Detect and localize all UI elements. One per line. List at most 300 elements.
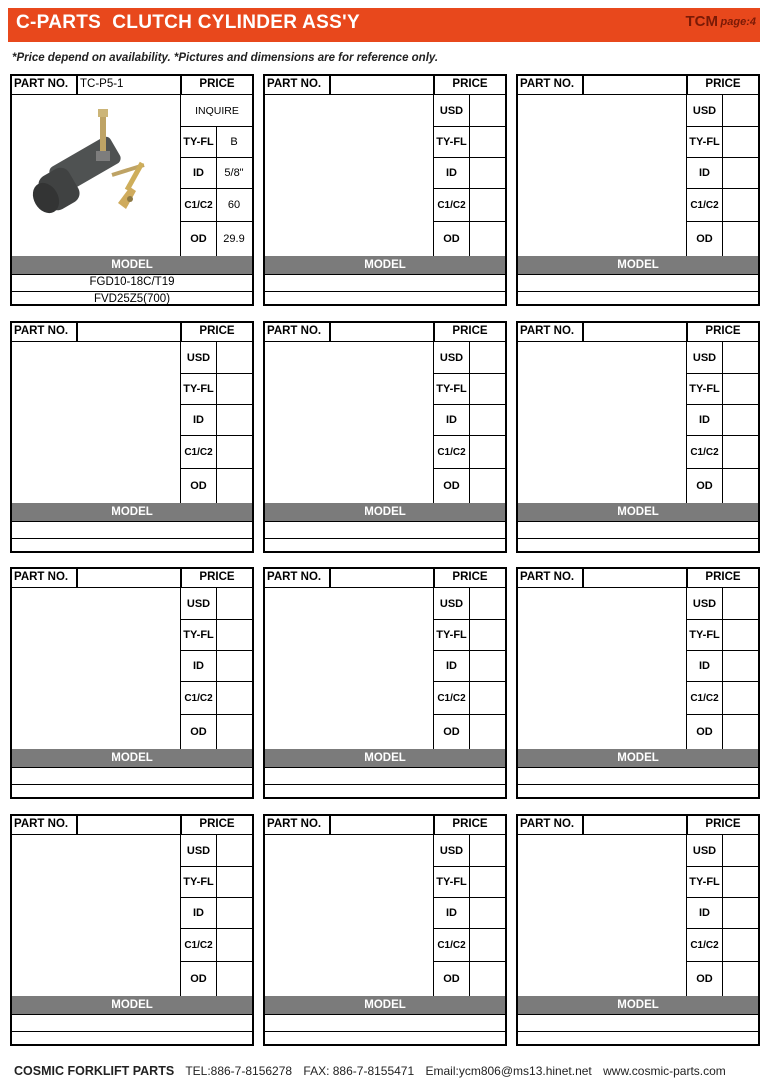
part-card [10,74,254,306]
spec-row-id [181,898,253,929]
part-image-area [518,835,686,996]
spec-key-usd: USD [434,95,470,126]
spec-key-id: ID [181,405,217,435]
spec-key-c1c2: C1/C2 [434,682,470,714]
spec-key-id: ID [687,158,723,188]
spec-row-c1c2 [687,436,759,469]
spec-row-usd [434,588,506,620]
spec-value-tyfl [723,127,757,157]
model-line [518,767,758,784]
spec-column [433,835,505,996]
spec-row-id [434,651,506,682]
model-line [518,291,758,308]
spec-row-id [687,651,759,682]
spec-value-id: 5/8" [224,167,244,179]
clutch-cylinder-image [12,95,180,256]
spec-column [433,95,505,256]
spec-key-usd: USD [434,835,470,866]
price-label: PRICE [452,818,488,830]
spec-key-c1c2: C1/C2 [181,682,217,714]
card-header-row [12,816,252,835]
spec-key-c1c2: C1/C2 [181,189,217,221]
card-header-row [12,76,252,95]
model-line [518,521,758,538]
spec-key-od: OD [687,962,723,996]
spec-value-id [723,898,757,928]
spec-key-tyfl: TY-FL [434,867,470,897]
part-image-area [518,588,686,749]
spec-key-c1c2: C1/C2 [181,929,217,961]
card-header-row [518,323,758,342]
spec-column [686,342,758,503]
card-header-row [265,816,505,835]
spec-value-id [723,405,757,435]
part-card [263,321,507,553]
spec-key-c1c2: C1/C2 [434,436,470,468]
spec-value-usd [470,835,504,866]
card-header-row [12,323,252,342]
spec-key-tyfl: TY-FL [434,374,470,404]
spec-key-tyfl: TY-FL [687,374,723,404]
spec-value-usd [217,588,251,619]
spec-column [180,835,252,996]
spec-value-usd [217,342,251,373]
price-label: PRICE [199,571,235,583]
spec-value-tyfl [470,127,504,157]
phone-number: TEL:886-7-8156278 [185,1064,293,1078]
card-header-row [518,76,758,95]
spec-value-id [217,898,251,928]
model-header: MODEL [265,996,505,1014]
model-line [12,538,252,555]
website-link[interactable]: www.cosmic-parts.com [603,1064,726,1078]
spec-row-tyfl [434,867,506,898]
model-header: MODEL [12,256,252,274]
spec-value-id [723,158,757,188]
spec-row-tyfl [687,374,759,405]
spec-key-usd: USD [687,588,723,619]
spec-key-id: ID [687,405,723,435]
model-line [12,1014,252,1031]
part-no-label: PART NO. [267,78,322,90]
spec-value-usd [470,342,504,373]
spec-value-usd [723,588,757,619]
spec-row-id [434,158,506,189]
spec-value-c1c2 [723,189,757,221]
spec-row-od [434,222,506,256]
spec-value-id [217,651,251,681]
spec-key-id: ID [687,898,723,928]
spec-row-id [434,405,506,436]
spec-row-tyfl [434,620,506,651]
spec-key-id: ID [181,898,217,928]
part-image-area [518,95,686,256]
spec-key-od: OD [181,962,217,996]
spec-key-od: OD [181,222,217,256]
spec-value-c1c2 [723,929,757,961]
company-name: COSMIC FORKLIFT PARTS [14,1064,175,1078]
model-header: MODEL [12,749,252,767]
spec-row-c1c2 [181,682,253,715]
spec-row-c1c2 [434,682,506,715]
spec-value-tyfl [723,374,757,404]
spec-row-od [434,469,506,503]
part-image-area [265,342,433,503]
spec-row-tyfl [687,620,759,651]
spec-key-od: OD [687,222,723,256]
spec-value-od [470,715,504,749]
spec-value-tyfl: B [230,136,238,148]
part-card [263,814,507,1046]
part-no-label: PART NO. [267,571,322,583]
spec-row-id [181,405,253,436]
spec-row-tyfl [687,867,759,898]
spec-value-od [217,715,251,749]
part-no-label: PART NO. [520,325,575,337]
model-line [12,784,252,801]
price-label: PRICE [705,325,741,337]
spec-value-id [470,158,504,188]
spec-key-tyfl: TY-FL [687,127,723,157]
spec-row-usd [181,588,253,620]
part-no-label: PART NO. [14,78,69,90]
spec-key-od: OD [434,222,470,256]
spec-value-od [217,962,251,996]
spec-key-id: ID [434,158,470,188]
price-label: PRICE [199,325,235,337]
spec-value-tyfl [470,374,504,404]
part-card [516,74,760,306]
model-header: MODEL [518,503,758,521]
spec-key-usd: USD [181,342,217,373]
spec-value-od: 29.9 [223,233,245,245]
model-line [518,784,758,801]
spec-value-tyfl [217,620,251,650]
spec-value-id [217,405,251,435]
spec-key-c1c2: C1/C2 [434,189,470,221]
model-line [265,1031,505,1048]
spec-row-tyfl [181,620,253,651]
spec-value-usd [723,95,757,126]
fax-number: FAX: 886-7-8155471 [303,1064,415,1078]
spec-row-od [687,469,759,503]
spec-key-od: OD [434,469,470,503]
spec-row-c1c2 [687,189,759,222]
spec-value-tyfl [217,374,251,404]
spec-key-tyfl: TY-FL [687,867,723,897]
spec-value-c1c2 [723,436,757,468]
spec-key-id: ID [434,405,470,435]
part-card [10,321,254,553]
spec-value-od [723,222,757,256]
spec-value-tyfl [470,620,504,650]
spec-row-c1c2 [434,189,506,222]
spec-key-id: ID [687,651,723,681]
spec-value-od [470,962,504,996]
part-no-label: PART NO. [14,325,69,337]
spec-key-id: ID [181,651,217,681]
spec-key-tyfl: TY-FL [181,867,217,897]
spec-value-c1c2 [723,682,757,714]
spec-key-tyfl: TY-FL [181,374,217,404]
spec-key-usd: USD [181,835,217,866]
part-image-area [265,95,433,256]
spec-value-id [723,651,757,681]
part-image-area [12,835,180,996]
price-label: PRICE [705,78,741,90]
email-address[interactable]: Email:ycm806@ms13.hinet.net [425,1064,592,1078]
model-line [265,291,505,308]
spec-row-od [181,222,253,256]
model-line [518,1031,758,1048]
spec-row-id [687,898,759,929]
spec-row-usd [434,342,506,374]
part-card [516,567,760,799]
model-header: MODEL [265,749,505,767]
model-header: MODEL [518,749,758,767]
spec-key-od: OD [687,469,723,503]
spec-row-usd [687,835,759,867]
page-title: C-PARTS CLUTCH CYLINDER ASS'Y [16,12,360,33]
card-header-row [265,76,505,95]
spec-key-usd: USD [434,588,470,619]
spec-value-id [470,898,504,928]
page-number: page:4 [720,16,756,28]
spec-key-usd: USD [434,342,470,373]
part-image-area [12,95,180,256]
price-note: INQUIRE [195,104,239,117]
spec-column [180,342,252,503]
disclaimer-notice: *Price depend on availability. *Pictures and dimensions are for reference only. [12,52,439,64]
model-header: MODEL [518,996,758,1014]
model-line [265,274,505,291]
price-label: PRICE [705,818,741,830]
spec-value-usd [470,95,504,126]
spec-row-tyfl [181,867,253,898]
part-card [263,74,507,306]
spec-key-usd: USD [687,342,723,373]
spec-column [180,95,252,256]
part-no-label: PART NO. [14,571,69,583]
spec-key-c1c2: C1/C2 [687,436,723,468]
part-image-area [518,342,686,503]
spec-key-od: OD [434,715,470,749]
spec-value-c1c2 [470,929,504,961]
spec-value-od [723,469,757,503]
model-header: MODEL [518,256,758,274]
spec-column [686,835,758,996]
model-line [12,521,252,538]
price-label: PRICE [199,78,235,90]
model-header: MODEL [265,256,505,274]
spec-row-usd [181,835,253,867]
spec-key-od: OD [181,715,217,749]
price-label: PRICE [452,325,488,337]
part-no-label: PART NO. [267,325,322,337]
model-line [265,784,505,801]
spec-row-od [687,222,759,256]
spec-row-usd [181,342,253,374]
price-label: PRICE [452,78,488,90]
spec-column [686,95,758,256]
card-header-row [265,569,505,588]
card-header-row [12,569,252,588]
spec-column [433,342,505,503]
spec-row-usd [434,835,506,867]
part-no-value: TC-P5-1 [80,78,124,90]
spec-row-od [687,715,759,749]
spec-key-c1c2: C1/C2 [434,929,470,961]
spec-key-usd: USD [687,95,723,126]
part-card [263,567,507,799]
brand-label: TCM [685,13,718,30]
part-image-area [265,835,433,996]
spec-key-od: OD [687,715,723,749]
spec-value-tyfl [470,867,504,897]
page-footer [14,1064,759,1080]
spec-row-c1c2 [687,682,759,715]
model-line: FGD10-18C/T19 [12,274,252,291]
spec-key-tyfl: TY-FL [687,620,723,650]
spec-value-id [470,405,504,435]
spec-value-c1c2 [470,189,504,221]
spec-row-usd [434,95,506,127]
spec-column [433,588,505,749]
spec-key-tyfl: TY-FL [181,127,217,157]
spec-row-usd [687,588,759,620]
part-no-label: PART NO. [520,818,575,830]
spec-value-tyfl [217,867,251,897]
spec-row-usd [687,342,759,374]
model-line [265,1014,505,1031]
spec-row-tyfl [687,127,759,158]
spec-value-c1c2 [470,682,504,714]
spec-value-od [723,962,757,996]
part-card [10,814,254,1046]
price-label: PRICE [452,571,488,583]
spec-key-tyfl: TY-FL [434,127,470,157]
price-label: PRICE [705,571,741,583]
card-header-row [518,816,758,835]
model-line [265,521,505,538]
spec-key-c1c2: C1/C2 [687,189,723,221]
model-line [518,1014,758,1031]
spec-value-c1c2: 60 [227,199,241,211]
spec-row-od [181,962,253,996]
spec-row-c1c2 [687,929,759,962]
spec-value-usd [723,835,757,866]
spec-value-od [470,222,504,256]
spec-row-usd [687,95,759,127]
spec-column [180,588,252,749]
model-line [518,538,758,555]
part-no-label: PART NO. [520,78,575,90]
spec-row-od [181,715,253,749]
part-no-label: PART NO. [14,818,69,830]
spec-key-od: OD [181,469,217,503]
spec-key-id: ID [434,898,470,928]
spec-row-c1c2 [181,436,253,469]
spec-row-c1c2 [181,189,253,222]
spec-key-tyfl: TY-FL [434,620,470,650]
spec-row-od [434,715,506,749]
spec-key-usd: USD [687,835,723,866]
spec-column [686,588,758,749]
part-image-area [12,588,180,749]
model-line [12,767,252,784]
part-image-area [12,342,180,503]
part-card [516,321,760,553]
spec-row-c1c2 [434,436,506,469]
price-label: PRICE [199,818,235,830]
spec-value-od [723,715,757,749]
card-header-row [265,323,505,342]
spec-row-id [687,405,759,436]
spec-row-tyfl [434,127,506,158]
spec-key-id: ID [434,651,470,681]
card-header-row [518,569,758,588]
spec-row-tyfl [181,127,253,158]
spec-row-od [181,469,253,503]
spec-key-c1c2: C1/C2 [687,682,723,714]
spec-value-c1c2 [470,436,504,468]
part-no-label: PART NO. [267,818,322,830]
model-line [265,767,505,784]
model-header: MODEL [265,503,505,521]
spec-key-od: OD [434,962,470,996]
spec-key-tyfl: TY-FL [181,620,217,650]
spec-value-c1c2 [217,929,251,961]
spec-key-id: ID [181,158,217,188]
part-card [516,814,760,1046]
model-line [12,1031,252,1048]
spec-key-c1c2: C1/C2 [687,929,723,961]
part-card [10,567,254,799]
spec-row-tyfl [434,374,506,405]
model-line: FVD25Z5(700) [12,291,252,308]
spec-row-od [434,962,506,996]
spec-row-id [434,898,506,929]
spec-value-usd [217,835,251,866]
spec-value-usd [470,588,504,619]
spec-row-id [687,158,759,189]
part-no-label: PART NO. [520,571,575,583]
spec-row-id [181,158,253,189]
spec-value-usd [723,342,757,373]
spec-row-c1c2 [181,929,253,962]
spec-value-od [470,469,504,503]
spec-row-id [181,651,253,682]
spec-value-c1c2 [217,436,251,468]
spec-value-od [217,469,251,503]
spec-key-c1c2: C1/C2 [181,436,217,468]
spec-row-c1c2 [434,929,506,962]
page-header [8,8,760,42]
spec-row-tyfl [181,374,253,405]
spec-row-od [687,962,759,996]
model-header: MODEL [12,996,252,1014]
spec-value-tyfl [723,620,757,650]
spec-value-tyfl [723,867,757,897]
part-image-area [265,588,433,749]
spec-row-price [181,95,253,127]
spec-value-id [470,651,504,681]
spec-value-c1c2 [217,682,251,714]
model-line [518,274,758,291]
spec-key-usd: USD [181,588,217,619]
model-header: MODEL [12,503,252,521]
model-line [265,538,505,555]
